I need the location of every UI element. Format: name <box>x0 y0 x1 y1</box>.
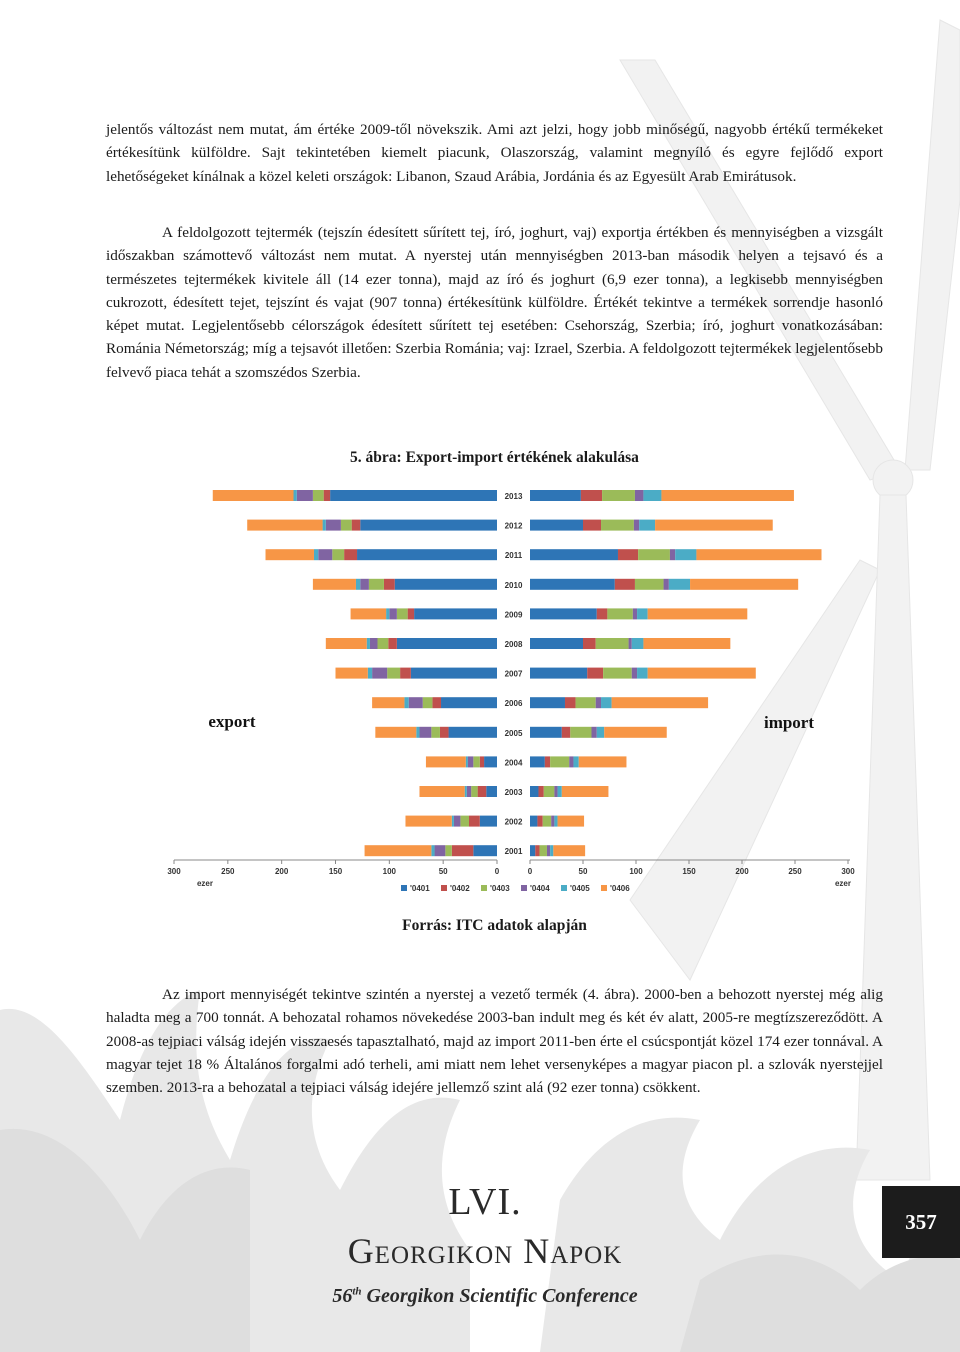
bar-export-2008-0 <box>397 638 497 649</box>
bar-export-2005-2 <box>431 727 440 738</box>
bar-import-2008-3 <box>629 638 632 649</box>
bar-import-2005-4 <box>597 727 604 738</box>
bar-import-2013-2 <box>602 490 635 501</box>
bar-import-2001-5 <box>553 845 585 856</box>
bar-import-2012-0 <box>530 520 583 531</box>
bar-export-2005-4 <box>416 727 419 738</box>
bar-import-2011-2 <box>638 549 670 560</box>
bar-import-2004-3 <box>569 756 573 767</box>
bar-import-2009-4 <box>637 608 648 619</box>
bar-export-2012-4 <box>323 520 326 531</box>
bar-export-2006-3 <box>409 697 423 708</box>
bar-import-2012-3 <box>634 520 639 531</box>
legend-swatch-1 <box>441 885 447 891</box>
conference-number: LVI. <box>448 1181 522 1223</box>
year-label: 2003 <box>504 788 523 797</box>
tick-label-right: 200 <box>735 867 749 876</box>
bar-import-2003-5 <box>562 786 609 797</box>
bar-export-2008-4 <box>367 638 370 649</box>
bar-import-2002-0 <box>530 816 537 827</box>
import-label: import <box>763 713 815 732</box>
conference-subtitle-text: Georgikon Scientific Conference <box>361 1285 638 1307</box>
bar-import-2012-1 <box>583 520 601 531</box>
bar-import-2007-3 <box>632 668 637 679</box>
bar-import-2010-4 <box>669 579 690 590</box>
bar-import-2009-5 <box>648 608 748 619</box>
bar-export-2011-1 <box>344 549 357 560</box>
bar-export-2002-1 <box>469 816 480 827</box>
bar-export-2008-3 <box>370 638 378 649</box>
bar-import-2005-3 <box>591 727 596 738</box>
year-label: 2006 <box>504 699 523 709</box>
legend-swatch-5 <box>601 885 607 891</box>
bar-import-2002-2 <box>543 816 551 827</box>
bar-export-2012-0 <box>360 520 497 531</box>
bar-import-2005-1 <box>562 727 570 738</box>
bar-import-2008-1 <box>583 638 596 649</box>
conference-edition-suffix: th <box>352 1285 362 1298</box>
bar-export-2002-5 <box>405 816 451 827</box>
bar-import-2006-4 <box>601 697 612 708</box>
bar-export-2013-3 <box>297 490 313 501</box>
bar-export-2009-4 <box>386 608 389 619</box>
legend-label-0: '0401 <box>410 884 430 893</box>
legend-swatch-0 <box>401 885 407 891</box>
bar-export-2012-5 <box>247 520 322 531</box>
bar-export-2005-5 <box>375 727 416 738</box>
bar-import-2002-3 <box>551 816 554 827</box>
bar-export-2006-4 <box>404 697 408 708</box>
bar-export-2010-4 <box>356 579 360 590</box>
bar-import-2001-4 <box>550 845 553 856</box>
bar-export-2007-1 <box>400 668 411 679</box>
bar-export-2010-2 <box>369 579 384 590</box>
tick-label-right: 150 <box>682 867 696 876</box>
bar-import-2001-0 <box>530 845 535 856</box>
bar-export-2003-3 <box>467 786 471 797</box>
bar-import-2013-5 <box>661 490 794 501</box>
bar-import-2007-1 <box>587 668 603 679</box>
tick-label-left: 250 <box>221 867 235 876</box>
bar-import-2001-1 <box>535 845 539 856</box>
conference-edition: 56 <box>332 1285 353 1307</box>
bar-export-2002-0 <box>480 816 497 827</box>
year-label: 2012 <box>504 521 523 531</box>
bar-export-2011-2 <box>332 549 344 560</box>
bar-export-2013-1 <box>324 490 330 501</box>
legend-label-1: '0402 <box>450 884 470 893</box>
bar-export-2009-1 <box>408 608 414 619</box>
bar-import-2003-0 <box>530 786 538 797</box>
bar-export-2006-1 <box>432 697 441 708</box>
bar-import-2008-0 <box>530 638 583 649</box>
unit-label-right: ezer <box>834 879 852 888</box>
bar-export-2006-0 <box>441 697 497 708</box>
bar-export-2004-5 <box>426 756 466 767</box>
bar-export-2002-2 <box>460 816 469 827</box>
bar-import-2010-0 <box>530 579 615 590</box>
year-label: 2001 <box>504 847 523 857</box>
bar-import-2006-1 <box>565 697 576 708</box>
bar-export-2013-2 <box>313 490 324 501</box>
bar-export-2010-1 <box>384 579 395 590</box>
tick-label-right: 0 <box>527 867 533 876</box>
bar-export-2001-5 <box>365 845 432 856</box>
tick-label-left: 100 <box>382 867 397 876</box>
bar-import-2007-0 <box>530 668 587 679</box>
year-label: 2010 <box>504 580 523 590</box>
bar-export-2011-3 <box>318 549 332 560</box>
legend-label-5: '0406 <box>610 884 630 893</box>
bar-export-2013-5 <box>213 490 294 501</box>
bar-export-2009-3 <box>389 608 397 619</box>
tick-label-left: 0 <box>494 867 500 876</box>
bar-import-2003-3 <box>554 786 557 797</box>
tick-label-right: 300 <box>841 867 855 876</box>
year-label: 2007 <box>504 669 523 679</box>
bar-export-2010-0 <box>395 579 497 590</box>
bar-export-2012-2 <box>341 520 352 531</box>
bar-import-2003-2 <box>544 786 555 797</box>
bar-import-2001-3 <box>547 845 550 856</box>
bar-export-2001-3 <box>435 845 446 856</box>
figure-chart <box>160 478 873 906</box>
bar-export-2002-3 <box>454 816 460 827</box>
legend-label-2: '0403 <box>490 884 510 893</box>
bar-export-2007-2 <box>387 668 400 679</box>
bar-export-2004-4 <box>466 756 468 767</box>
legend-swatch-2 <box>481 885 487 891</box>
paragraph-2: A feldolgozott tejtermék (tejszín édesített sűrített tej, író, joghurt, vaj) exportja értékben és mennyiségben a vizsgált időszakban számottevő változást nem mutat. A nyerstej után mennyiségben 2013-ban második helyen a tejsavó és a természetes tejtermékek kivitele áll (14 ezer tonna), majd az író és joghurt (6,9 ezer tonna), a legkisebb mennyiségben cukrozott, édesített tejet, tejszínt és vajat (907 tonna) értékesítünk külföldre. Értékét tekintve a termékek sorrendje hasonló képet mutat. Legjelentősebb célországok édesített sűrített tej esetében: Csehország, Szerbia; író, joghurt vonatkozásában: Románia Németország; míg a tejsavót illetően: Szerbia Románia; vaj: Izrael, Szerbia. A feldolgozott tejtermékek legjelentősebb felvevő piaca tehát a szomszédos Szerbia. <box>106 224 883 381</box>
bar-export-2007-0 <box>411 668 497 679</box>
year-label: 2004 <box>504 758 523 768</box>
bar-import-2004-4 <box>573 756 578 767</box>
year-label: 2005 <box>504 728 523 738</box>
legend-label-4: '0405 <box>570 884 590 893</box>
year-label: 2009 <box>504 610 523 620</box>
unit-label-left: ezer <box>196 879 214 888</box>
export-label: export <box>208 712 256 731</box>
bar-export-2001-2 <box>445 845 451 856</box>
bar-export-2001-4 <box>431 845 434 856</box>
bar-export-2013-4 <box>294 490 297 501</box>
tick-label-right: 250 <box>788 867 802 876</box>
bar-import-2003-4 <box>558 786 562 797</box>
bar-import-2013-3 <box>635 490 643 501</box>
bar-import-2011-4 <box>675 549 696 560</box>
bar-import-2004-2 <box>550 756 569 767</box>
bar-export-2001-1 <box>452 845 474 856</box>
figure-source: Forrás: ITC adatok alapján <box>402 917 587 934</box>
bar-import-2009-2 <box>607 608 632 619</box>
bar-export-2005-1 <box>440 727 449 738</box>
bar-import-2006-2 <box>576 697 596 708</box>
paragraph-3: Az import mennyiségét tekintve szintén a nyerstej a vezető termék (4. ábra). 2000-ben a behozott nyerstej még alig haladta meg a 700 tonnát. A behozatal rohamos növekedése 2003-ban indult meg és két év alatt, 2005-re megtízszereződött. A 2008-as tejpiaci válság idején visszaesés tapasztalható, majd az import 2011-ben érte el csúcspontját közel 174 ezer tonnával. A magyar tejet 18 % Általános forgalmi adó terheli, ami miatt nem lehet versenyképes a magyar piacon pl. a szlovák nyerstejjel szemben. 2013-ra a behozatal a tejpiaci válság idejére jellemző szint alá (92 ezer tonna) csökkent. <box>106 986 883 1097</box>
bar-import-2010-3 <box>664 579 669 590</box>
bar-export-2007-5 <box>336 668 368 679</box>
bar-import-2002-5 <box>558 816 585 827</box>
bar-import-2004-5 <box>579 756 627 767</box>
tick-label-right: 50 <box>578 867 588 876</box>
conference-subtitle <box>200 1285 770 1308</box>
bar-import-2009-1 <box>597 608 608 619</box>
bar-export-2011-0 <box>357 549 497 560</box>
bar-import-2002-1 <box>537 816 542 827</box>
year-label: 2013 <box>504 492 523 501</box>
bar-export-2007-3 <box>372 668 387 679</box>
bar-export-2003-0 <box>486 786 497 797</box>
bar-import-2009-3 <box>633 608 637 619</box>
bar-export-2003-5 <box>419 786 464 797</box>
bar-export-2002-4 <box>452 816 454 827</box>
bar-import-2006-0 <box>530 697 565 708</box>
bar-import-2011-0 <box>530 549 618 560</box>
year-label: 2002 <box>504 817 523 827</box>
bar-export-2008-1 <box>388 638 397 649</box>
tick-label-left: 150 <box>328 867 343 876</box>
bar-import-2001-2 <box>540 845 547 856</box>
bar-export-2009-0 <box>414 608 497 619</box>
bar-import-2003-1 <box>538 786 543 797</box>
bar-export-2005-0 <box>449 727 497 738</box>
legend-swatch-4 <box>561 885 567 891</box>
bar-import-2013-1 <box>581 490 602 501</box>
bar-export-2005-3 <box>419 727 431 738</box>
bar-import-2002-4 <box>554 816 557 827</box>
bar-import-2008-4 <box>632 638 644 649</box>
bar-export-2011-4 <box>314 549 318 560</box>
bar-export-2001-0 <box>473 845 497 856</box>
butterfly-chart <box>160 478 873 906</box>
tick-label-right: 100 <box>629 867 643 876</box>
bar-import-2007-4 <box>637 668 648 679</box>
bar-export-2004-2 <box>473 756 479 767</box>
bar-import-2013-4 <box>643 490 661 501</box>
bar-export-2010-3 <box>360 579 369 590</box>
bar-export-2004-3 <box>468 756 473 767</box>
bar-import-2008-2 <box>596 638 629 649</box>
legend-label-3: '0404 <box>530 884 550 893</box>
tick-label-left: 200 <box>274 867 289 876</box>
paragraph-1: jelentős változást nem mutat, ám értéke 2009-től növekszik. Ami azt jelzi, hogy jobb minőségű, nagyobb értékű termékeket értékesítünk külföldre. Sajt tekintetében kiemelt piacunk, Olaszország, valamint megnyíló és egyre fejlődő export lehetőségeket kínálnak a közel keleti országok: Libanon, Szaud Arábia, Jordánia és az Egyesült Arab Emirátusok. <box>106 121 883 185</box>
bar-import-2005-0 <box>530 727 562 738</box>
bar-import-2005-5 <box>604 727 667 738</box>
bar-import-2013-0 <box>530 490 581 501</box>
bar-import-2006-3 <box>596 697 601 708</box>
bar-import-2012-4 <box>639 520 655 531</box>
bar-import-2010-5 <box>690 579 798 590</box>
bar-export-2006-5 <box>372 697 404 708</box>
figure-title: 5. ábra: Export-import értékének alakulása <box>350 449 639 466</box>
bar-import-2012-2 <box>601 520 634 531</box>
bar-export-2009-2 <box>397 608 408 619</box>
bar-import-2004-0 <box>530 756 545 767</box>
bar-export-2010-5 <box>313 579 356 590</box>
page-number: 357 <box>882 1186 960 1258</box>
bar-export-2003-4 <box>465 786 467 797</box>
bar-export-2004-1 <box>480 756 484 767</box>
bar-export-2006-2 <box>423 697 433 708</box>
tick-label-left: 300 <box>167 867 181 876</box>
bar-export-2013-0 <box>330 490 497 501</box>
bar-import-2004-1 <box>545 756 550 767</box>
bar-import-2009-0 <box>530 608 597 619</box>
bar-export-2009-5 <box>351 608 387 619</box>
year-label: 2011 <box>504 551 523 561</box>
bar-export-2007-4 <box>368 668 372 679</box>
bar-export-2012-1 <box>352 520 361 531</box>
year-label: 2008 <box>504 640 523 649</box>
bar-import-2010-2 <box>635 579 664 590</box>
bar-import-2008-5 <box>643 638 730 649</box>
bar-export-2003-1 <box>478 786 487 797</box>
bar-export-2008-5 <box>326 638 367 649</box>
bar-import-2005-2 <box>570 727 591 738</box>
bar-import-2011-3 <box>670 549 675 560</box>
bar-export-2004-0 <box>484 756 497 767</box>
bar-import-2010-1 <box>615 579 635 590</box>
bar-export-2012-3 <box>326 520 341 531</box>
bar-import-2011-1 <box>618 549 638 560</box>
tick-label-left: 50 <box>438 867 448 876</box>
bar-import-2006-5 <box>612 697 708 708</box>
bar-export-2011-5 <box>266 549 314 560</box>
bar-export-2003-2 <box>471 786 477 797</box>
bar-import-2007-5 <box>648 668 756 679</box>
bar-import-2011-5 <box>696 549 821 560</box>
bar-import-2012-5 <box>655 520 773 531</box>
legend-swatch-3 <box>521 885 527 891</box>
conference-name: Georgikon Napok <box>347 1231 623 1271</box>
bar-import-2007-2 <box>603 668 632 679</box>
bar-export-2008-2 <box>377 638 388 649</box>
